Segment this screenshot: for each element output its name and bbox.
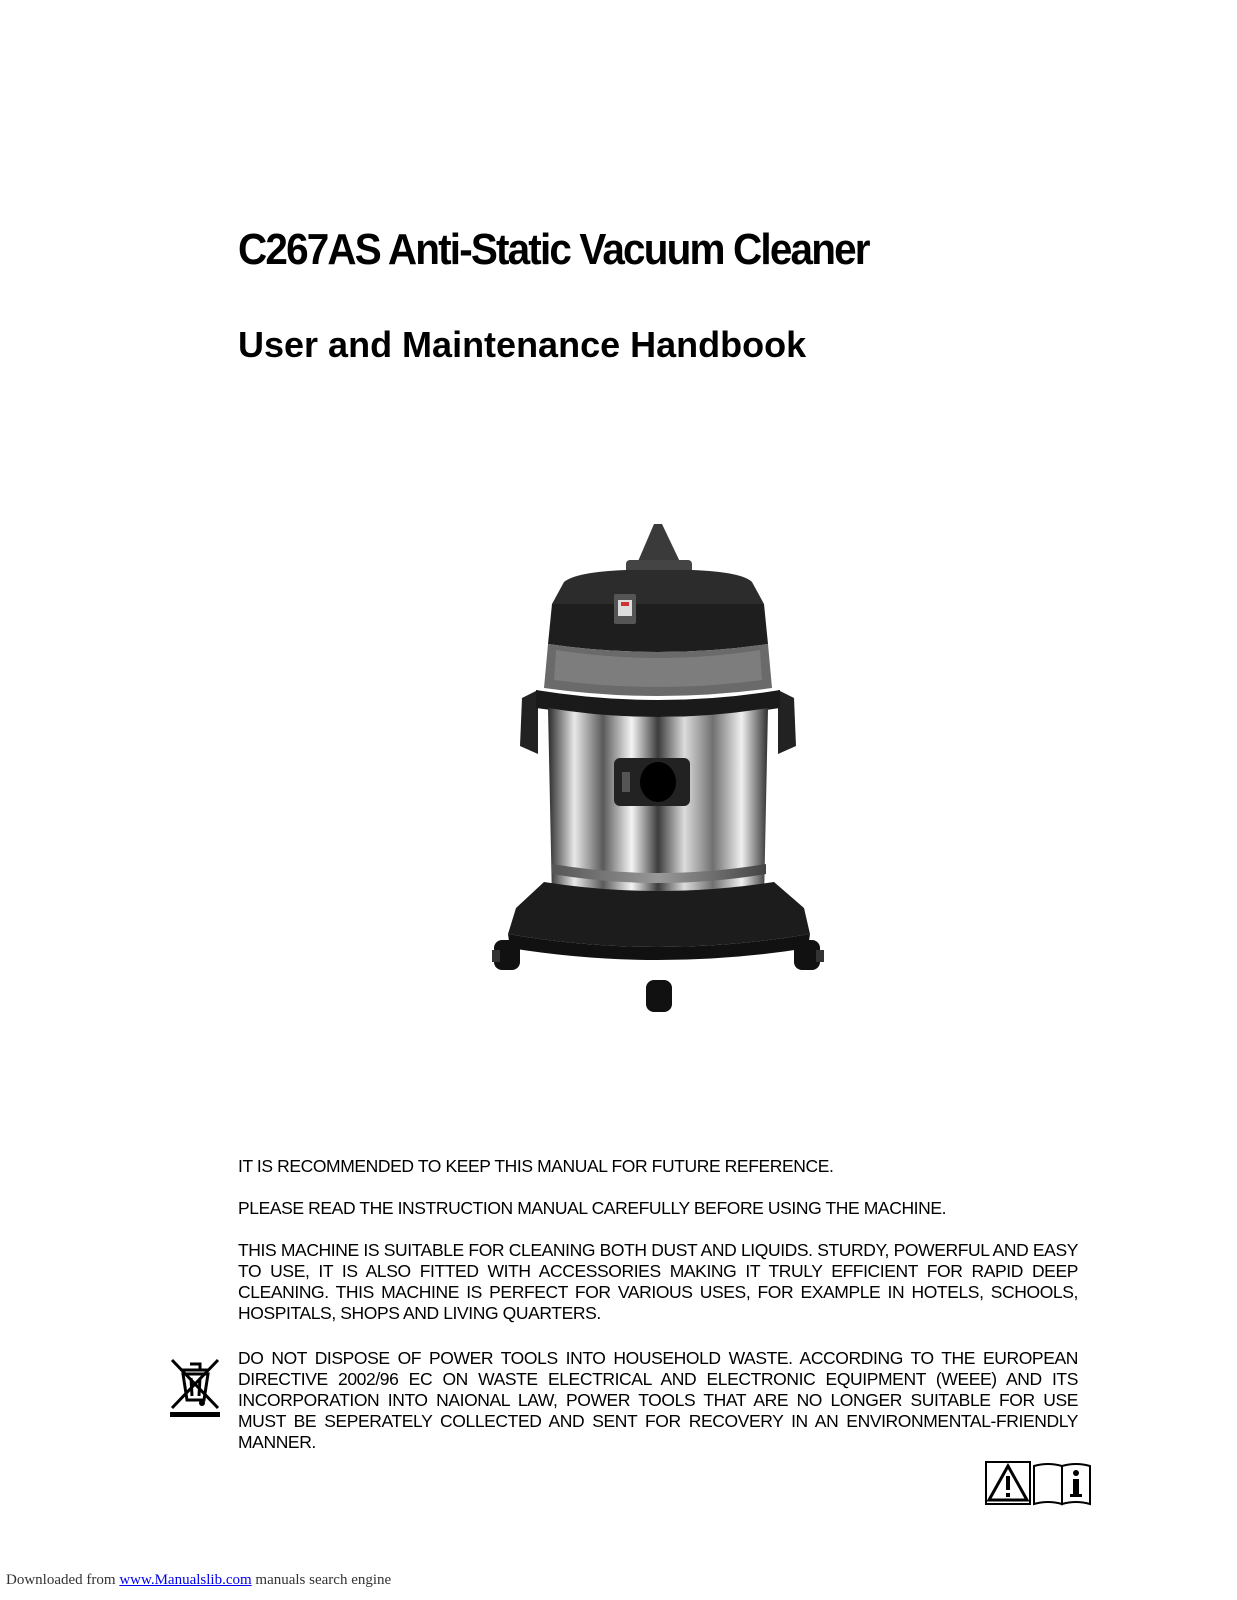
warning-manual-icons [984,1460,1092,1506]
footer-prefix: Downloaded from [6,1572,120,1588]
manualslib-link[interactable]: www.Manualslib.com [119,1572,252,1588]
footer-suffix: manuals search engine [251,1572,392,1588]
warning-triangle-icon [986,1462,1030,1504]
paragraph-read-manual: PLEASE READ THE INSTRUCTION MANUAL CAREFULLY BEFORE USING THE MACHINE. [238,1198,947,1218]
vacuum-cleaner-image [486,520,830,1020]
download-footer [6,1570,391,1590]
paragraph-machine-description: THIS MACHINE IS SUITABLE FOR CLEANING BOTH DUST AND LIQUIDS. STURDY, POWERFUL AND EASY TO USE, IT IS ALSO FITTED WITH ACCESSORIES MAKING IT TRULY EFFICIENT FOR RAPID DEEP CLEANING. THIS MACHINE IS PERFECT FOR VARIOUS USES, FOR EXAMPLE IN HOTELS, SCHOOLS, HOSPITALS, SHOPS AND LIVING QUARTERS. [238,1240,1078,1323]
paragraph-keep-manual: IT IS RECOMMENDED TO KEEP THIS MANUAL FOR FUTURE REFERENCE. [238,1156,834,1176]
paragraph-weee-disposal: DO NOT DISPOSE OF POWER TOOLS INTO HOUSEHOLD WASTE. ACCORDING TO THE EUROPEAN DIRECTIVE 2002/96 EC ON WASTE ELECTRICAL AND ELECTRONIC EQUIPMENT (WEEE) AND ITS INCORPORATION INTO NAIONAL LAW, POWER TOOLS THAT ARE NO LONGER SUITABLE FOR USE MUST BE SEPERATELY COLLECTED AND SENT FOR RECOVERY IN AN ENVIRONMENTAL-FRIENDLY MANNER. [238,1348,1078,1452]
document-title: C267AS Anti-Static Vacuum Cleaner [238,225,869,274]
document-subtitle: User and Maintenance Handbook [238,324,807,365]
crossed-out-wheelie-bin-icon [168,1356,222,1420]
read-manual-icon [1034,1464,1090,1504]
